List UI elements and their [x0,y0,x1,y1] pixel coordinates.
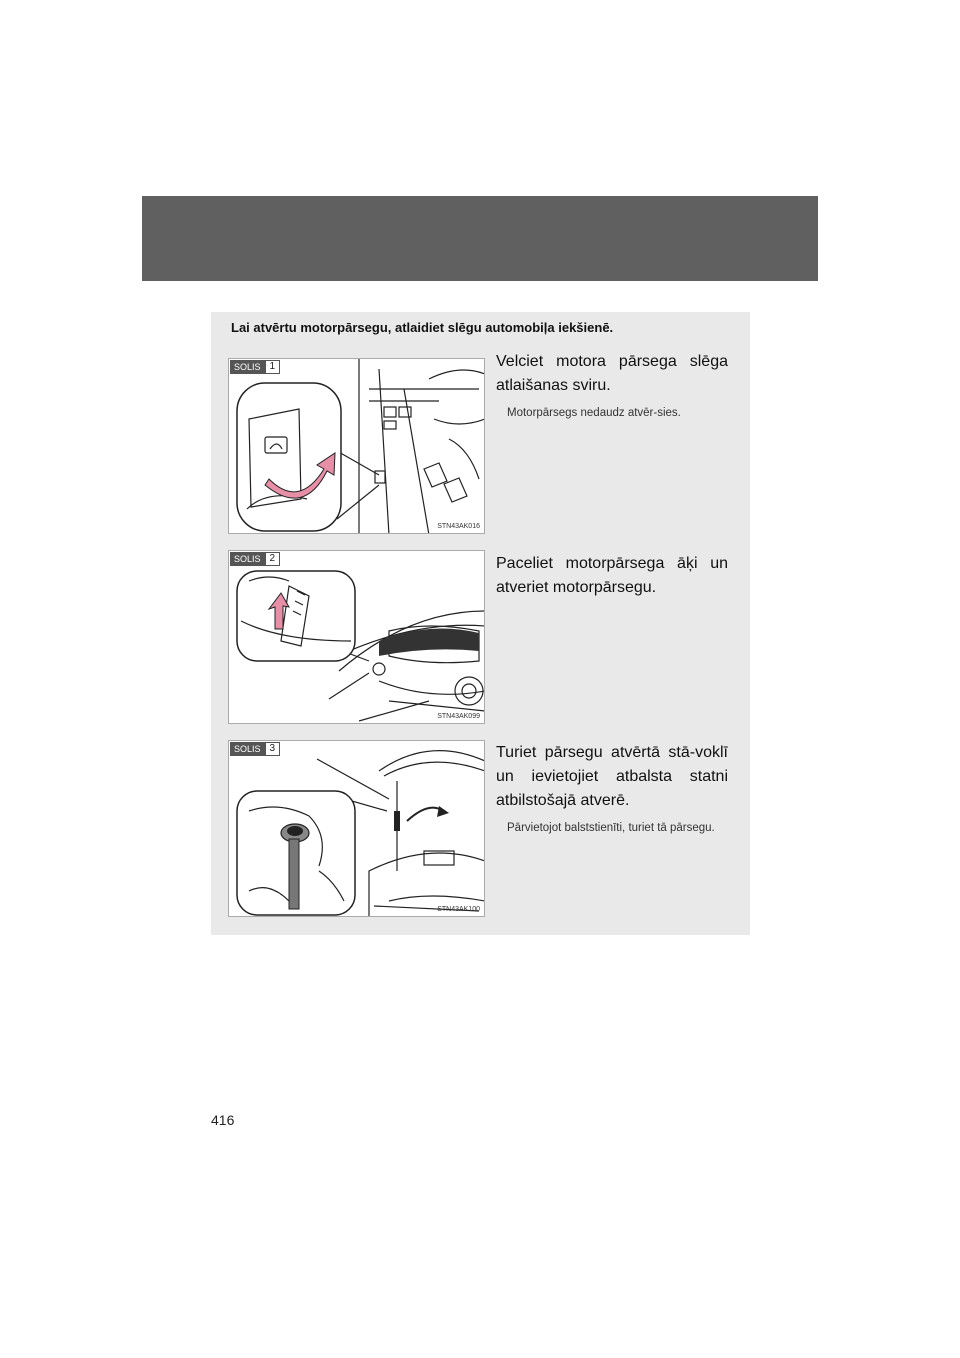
hood-release-lever-image [229,359,485,534]
step-1-illustration [228,358,485,534]
step-3-note: Pārvietojot balststienīti, turiet tā pārsegu. [507,822,715,834]
step-1-note: Motorpārsegs nedaudz atvēr-sies. [507,407,681,419]
step-2-badge [230,552,280,566]
chapter-header [142,196,818,281]
step-2-illustration [228,550,485,724]
step-3-illustration [228,740,485,917]
step-1-number: 1 [265,360,281,374]
step-3-badge [230,742,280,756]
step-3-number: 3 [265,742,281,756]
intro-text: Lai atvērtu motorpārsegu, atlaidiet slēgu automobiļa iekšienē. [231,320,614,335]
step-1-text: Velciet motora pārsega slēga atlaišanas sviru. [496,353,728,394]
step-3-text: Turiet pārsegu atvērtā stā-voklī un ievietojiet atbalsta statni atbilstošajā atverē. [496,744,728,809]
step-1-image-code: STN43AK016 [437,523,480,530]
hood-lever-open-image [229,551,485,724]
step-3-image-code: STN43AK100 [437,906,480,913]
step-2-number: 2 [265,552,281,566]
step-2-image-code: STN43AK099 [437,713,480,720]
step-1-badge [230,360,280,374]
step-2-text: Paceliet motorpārsega āķi un atveriet motorpārsegu. [496,555,728,596]
instructions-panel [211,312,750,935]
step-2-label: SOLIS [230,552,265,566]
step-1-label: SOLIS [230,360,265,374]
page-number: 416 [211,1112,235,1128]
step-3-label: SOLIS [230,742,265,756]
hood-support-rod-image [229,741,485,917]
